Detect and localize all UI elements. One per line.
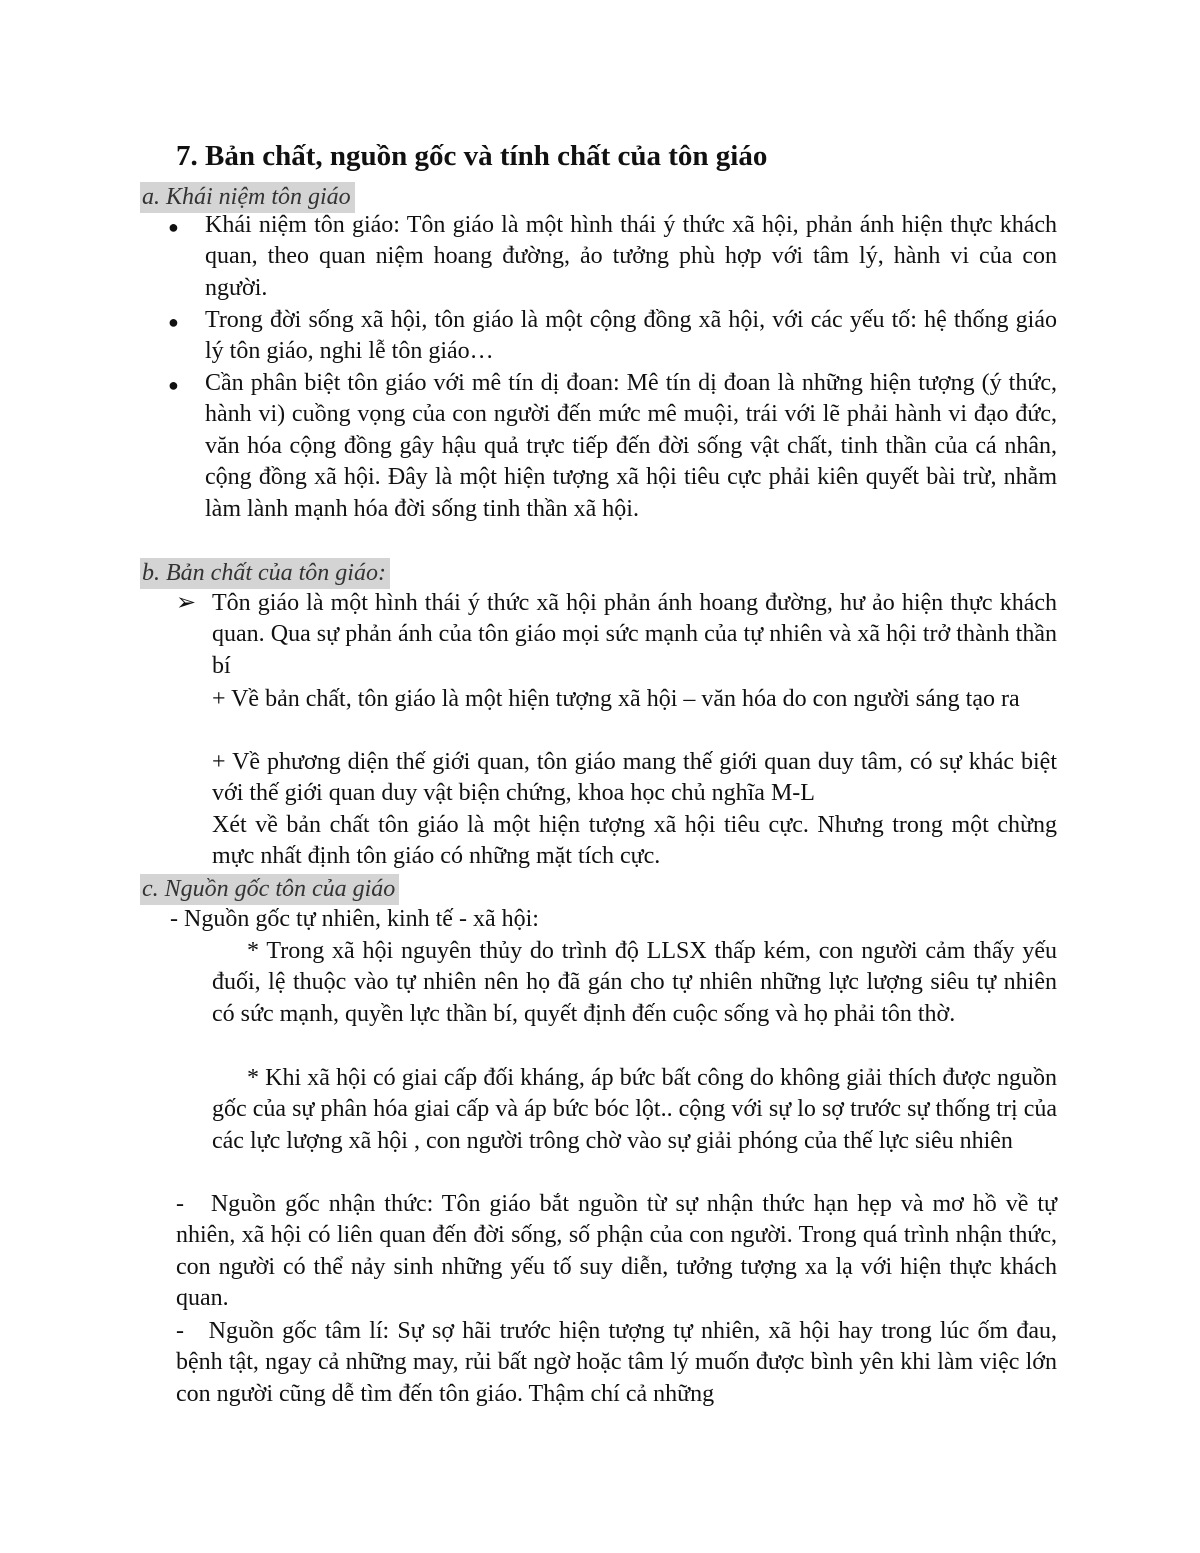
bullet-item: Cần phân biệt tôn giáo với mê tín dị đoan: Mê tín dị đoan là những hiện tượng (ý thức, hành vi) cuồng vọng của con người đến mức mê muội, trái với lẽ phải hành vi đạo đức, văn hóa cộng đồng gây hậu quả trực tiếp đến đời sống vật chất, tinh thần của cá nhân, cộng đồng xã hội. Đây là một hiện tượng xã hội tiêu cực phải kiên quyết bài trừ, nhằm làm lành mạnh hóa đời sống tinh thần xã hội. [205,370,1057,522]
star-item: * Khi xã hội có giai cấp đối kháng, áp bức bất công do không giải thích được nguồn gốc của sự phân hóa giai cấp và áp bức bóc lột.. cộng với sự lo sợ trước sự thống trị của các lực lượng xã hội , con người trông chờ vào sự giải phóng của thế lực siêu nhiên [212,1065,1057,1154]
bullet-dot-icon: ● [168,375,179,395]
origin-cognitive-paragraph: - Nguồn gốc nhận thức: Tôn giáo bắt nguồn từ sự nhận thức hạn hẹp và mơ hồ về tự nhiên, xã hội có liên quan đến đời sống, số phận của con người. Trong quá trình nhận thức, con người có thể nảy sinh những yếu tố suy diễn, tưởng tượng xa lạ với hiện thực khách quan. [176,1191,1063,1312]
origin-psychological-paragraph: - Nguồn gốc tâm lí: Sự sợ hãi trước hiện tượng tự nhiên, xã hội hay trong lúc ốm đau, bệnh tật, ngay cả những may, rủi bất ngờ hoặc tâm lý muốn được bình yên khi làm việc lớn con người cũng dễ tìm đến tôn giáo. Thậm chí cả những [176,1318,1063,1407]
section-b-heading: b. Bản chất của tôn giáo: [140,558,390,589]
plus-item: + Về phương diện thế giới quan, tôn giáo mang thế giới quan duy tâm, có sự khác biệt với thế giới quan duy vật biện chứng, khoa học chủ nghĩa M-L [212,749,1057,807]
arrow-item: Tôn giáo là một hình thái ý thức xã hội phản ánh hoang đường, hư ảo hiện thực khách quan. Qua sự phản ánh của tôn giáo mọi sức mạnh của tự nhiên và xã hội trở thành thần bí [212,590,1057,679]
plus-item: + Về bản chất, tôn giáo là một hiện tượng xã hội – văn hóa do con người sáng tạo ra [212,686,1020,712]
bullet-item: Khái niệm tôn giáo: Tôn giáo là một hình thái ý thức xã hội, phản ánh hiện thực khách quan, theo quan niệm hoang đường, ảo tưởng phù hợp với tâm lý, hành vi của con người. [205,212,1057,301]
bullet-dot-icon: ● [168,217,179,237]
conclusion-paragraph: Xét về bản chất tôn giáo là một hiện tượng xã hội tiêu cực. Nhưng trong một chừng mực nhất định tôn giáo có những mặt tích cực. [212,812,1057,870]
star-item: * Trong xã hội nguyên thủy do trình độ LLSX thấp kém, con người cảm thấy yếu đuối, lệ thuộc vào tự nhiên nên họ đã gán cho tự nhiên những lực lượng siêu tự nhiên có sức mạnh, quyền lực thần bí, quyết định đến cuộc sống và họ phải tôn thờ. [212,938,1057,1027]
section-a-heading: a. Khái niệm tôn giáo [140,182,355,213]
page-title: 7. Bản chất, nguồn gốc và tính chất của tôn giáo [176,140,768,172]
bullet-dot-icon: ● [168,312,179,332]
origin-natural-title: - Nguồn gốc tự nhiên, kinh tế - xã hội: [170,906,539,932]
bullet-item: Trong đời sống xã hội, tôn giáo là một cộng đồng xã hội, với các yếu tố: hệ thống giáo lý tôn giáo, nghi lễ tôn giáo… [205,307,1057,365]
arrow-bullet-icon: ➢ [176,590,197,616]
section-c-heading: c. Nguồn gốc tôn của giáo [140,874,399,905]
